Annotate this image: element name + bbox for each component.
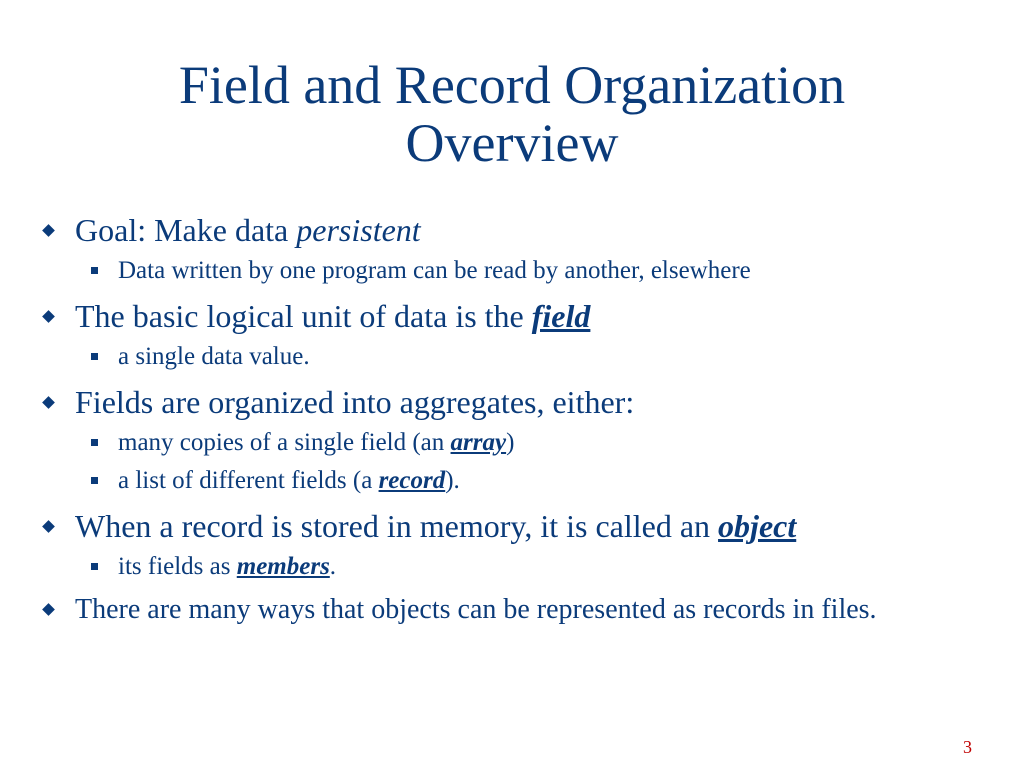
bullet-goal-emphasis: persistent: [296, 212, 421, 248]
square-bullet-icon: [91, 563, 98, 570]
square-bullet-icon: [91, 267, 98, 274]
sub-bullet-record-pre: a list of different fields (a: [118, 467, 379, 494]
term-members: members: [236, 553, 330, 580]
page-number: 3: [963, 737, 972, 757]
diamond-bullet-icon: [42, 224, 55, 237]
square-bullet-icon: [91, 353, 98, 360]
diamond-bullet-icon: [42, 603, 55, 616]
sub-bullet-members-post: .: [329, 553, 337, 580]
slide-title-line-1: Field and Record Organization: [178, 55, 846, 115]
sub-bullet-record-post: ).: [445, 467, 460, 494]
bullet-goal: [40, 210, 990, 250]
sub-bullet-members: [40, 550, 990, 584]
sub-bullet-members-pre: its fields as: [118, 553, 237, 580]
square-bullet-icon: [91, 477, 98, 484]
sub-bullet-field-text: a single data value.: [118, 343, 310, 370]
diamond-bullet-icon: [42, 310, 55, 323]
sub-bullet-array-pre: many copies of a single field (an: [118, 429, 451, 456]
sub-bullet-persistence-text: Data written by one program can be read by another, elsewhere: [118, 257, 751, 284]
term-array: array: [450, 429, 507, 456]
bullet-object-text: When a record is stored in memory, it is called an: [75, 508, 719, 544]
term-field: field: [531, 298, 591, 334]
bullet-list: [40, 202, 990, 628]
bullet-field-text: The basic logical unit of data is the: [75, 298, 532, 334]
sub-bullet-field-detail: [40, 340, 990, 374]
term-record: record: [378, 467, 446, 494]
sub-bullet-array: [40, 426, 990, 460]
bullet-aggregates-text: Fields are organized into aggregates, either:: [75, 384, 635, 420]
square-bullet-icon: [91, 439, 98, 446]
slide-title-line-2: Overview: [405, 113, 619, 173]
term-object: object: [718, 508, 797, 544]
bullet-aggregates: [40, 382, 990, 422]
diamond-bullet-icon: [42, 520, 55, 533]
sub-bullet-array-post: ): [506, 429, 515, 456]
sub-bullet-persistence-detail: [40, 254, 990, 288]
diamond-bullet-icon: [42, 396, 55, 409]
bullet-representation-text: There are many ways that objects can be represented as records in files.: [75, 594, 877, 625]
bullet-representation: [40, 592, 990, 628]
bullet-object: [40, 506, 990, 546]
bullet-field: [40, 296, 990, 336]
bullet-goal-text: Goal: Make data: [75, 212, 297, 248]
sub-bullet-record: [40, 464, 990, 498]
slide-title: [0, 56, 1024, 172]
